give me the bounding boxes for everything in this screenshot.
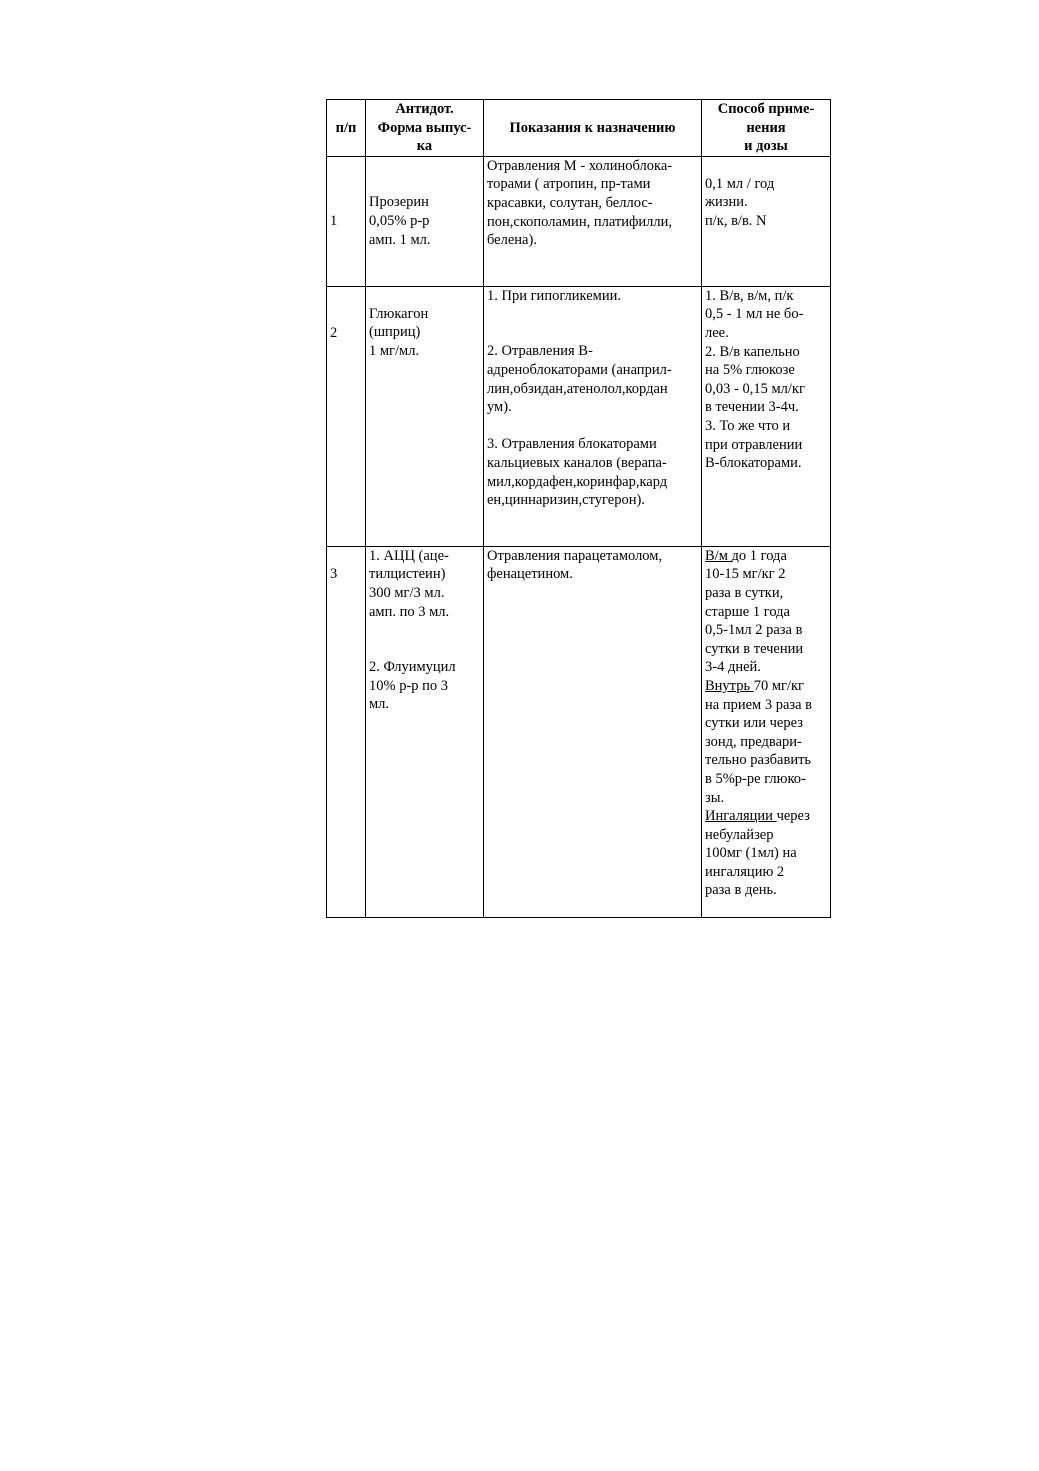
dosage-route-text: 70 мг/кг на прием 3 раза в сутки или через зонд, предвари- тельно разбавить в 5%р-ре глюко- зы. [705,677,813,806]
row-antidote: Прозерин 0,05% р-р амп. 1 мл. [366,156,484,286]
row-num: 2 [327,286,366,546]
row-dosage: 0,1 мл / год жизни. п/к, в/в. N [702,156,831,286]
row-indications [484,286,702,546]
antidote-table [326,99,831,918]
indication-item: 1. При гипогликемии. [487,287,621,304]
row-indications: Отравления парацетамолом, фенацетином. [484,546,702,917]
row-dosage [702,546,831,917]
antidote-item: 1. АЦЦ (аце- тилцистеин) 300 мг/3 мл. амп. по 3 мл. [369,547,450,620]
table-header-row [327,100,831,157]
header-indications: Показания к назначению [484,100,702,157]
row-antidote [366,546,484,917]
row-num: 3 [327,546,366,917]
table-row [327,286,831,546]
indication-item: 2. Отравления В- адреноблокаторами (анаприл- лин,обзидан,атенолол,кордан ум). [487,343,672,416]
table-row [327,546,831,917]
dosage-route-label: Ингаляции [705,808,777,825]
row-antidote: Глюкагон (шприц) 1 мг/мл. [366,286,484,546]
row-dosage: 1. В/в, в/м, п/к 0,5 - 1 мл не бо- лее. 2. В/в капельно на 5% глюкозе 0,03 - 0,15 мл/кг в течении 3-4ч. 3. То же что и при отравлении В-блокаторами. [702,286,831,546]
header-num: п/п [327,100,366,157]
dosage-route-label: В/м [705,547,732,564]
row-num: 1 [327,156,366,286]
header-dosage: Способ приме- нения и дозы [702,100,831,157]
indication-item: 3. Отравления блокаторами кальциевых каналов (верапа- мил,кордафен,коринфар,кард ен,циннаризин,стугерон). [487,436,668,509]
table-row [327,156,831,286]
dosage-route-label: Внутрь [705,677,754,694]
antidote-item: 2. Флуимуцил 10% р-р по 3 мл. [369,659,456,713]
dosage-route-text: до 1 года 10-15 мг/кг 2 раза в сутки, старше 1 года 0,5-1мл 2 раза в сутки в течении 3-4 дней. [705,547,804,676]
row-indications: Отравления М - холиноблока- торами ( атропин, пр-тами красавки, солутан, беллос- пон,скополамин, платифилли, белена). [484,156,702,286]
header-antidote: Антидот. Форма выпус- ка [366,100,484,157]
dosage-route-text: через небулайзер 100мг (1мл) на ингаляцию 2 раза в день. [705,808,810,899]
